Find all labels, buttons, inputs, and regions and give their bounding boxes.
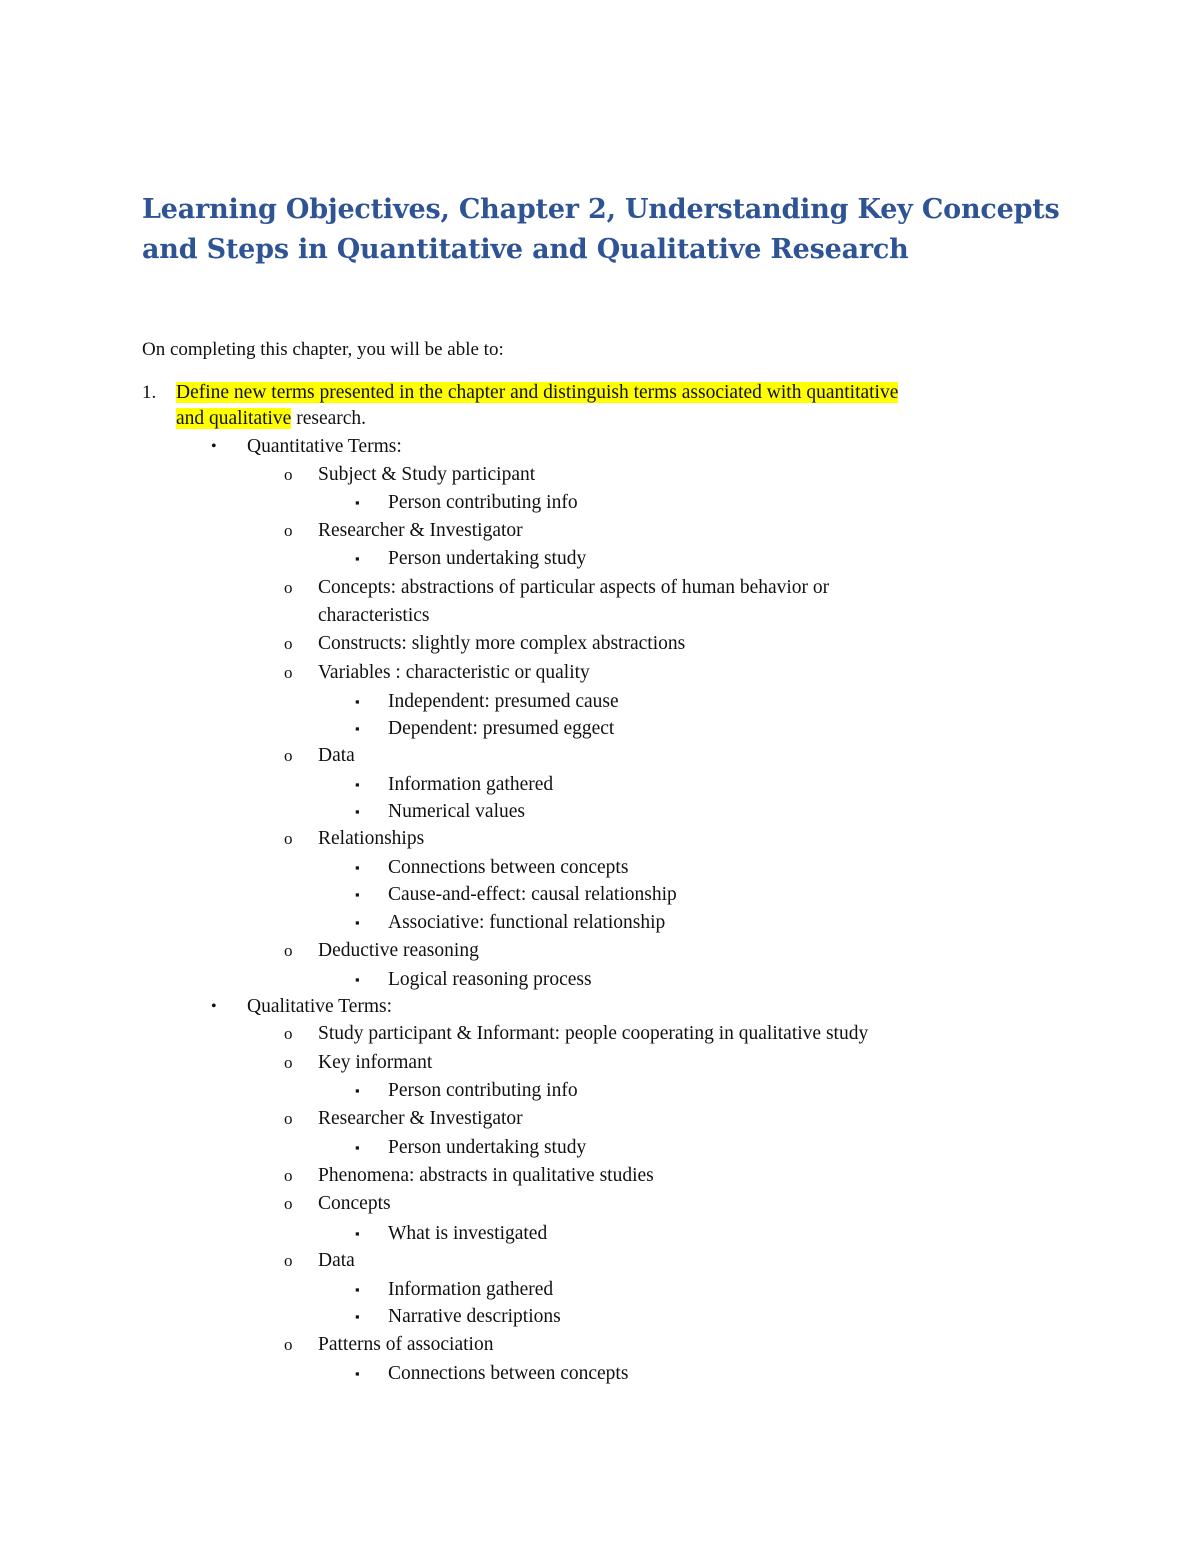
circle-bullet: o xyxy=(284,746,293,765)
list-item: Relationships xyxy=(318,828,425,849)
square-bullet: ▪ xyxy=(355,1366,360,1381)
title-line-2: and Steps in Quantitative and Qualitative Research xyxy=(142,234,909,265)
objective-rest: research. xyxy=(291,408,367,429)
square-bullet: ▪ xyxy=(355,1226,360,1241)
circle-bullet: o xyxy=(284,1166,293,1185)
square-bullet: ▪ xyxy=(355,495,360,510)
intro-text: On completing this chapter, you will be able to: xyxy=(142,339,504,360)
circle-bullet: o xyxy=(284,465,293,484)
list-item: Cause-and-effect: causal relationship xyxy=(388,884,677,905)
circle-bullet: o xyxy=(284,663,293,682)
list-item: Data xyxy=(318,745,355,766)
square-bullet: ▪ xyxy=(355,551,360,566)
list-item: Numerical values xyxy=(388,801,525,822)
circle-bullet: o xyxy=(284,829,293,848)
circle-bullet: o xyxy=(284,1053,293,1072)
list-item: Information gathered xyxy=(388,774,554,795)
square-bullet: ▪ xyxy=(355,1140,360,1155)
page-title xyxy=(142,190,1082,270)
square-bullet: ▪ xyxy=(355,972,360,987)
circle-bullet: o xyxy=(284,1251,293,1270)
circle-bullet: o xyxy=(284,1194,293,1213)
list-item: Researcher & Investigator xyxy=(318,1108,523,1129)
circle-bullet: o xyxy=(284,1109,293,1128)
list-item: Independent: presumed cause xyxy=(388,691,619,712)
list-item: Information gathered xyxy=(388,1279,554,1300)
list-item: Narrative descriptions xyxy=(388,1306,561,1327)
objective-number: 1. xyxy=(142,382,157,403)
list-item: Concepts xyxy=(318,1193,391,1214)
square-bullet: ▪ xyxy=(355,721,360,736)
circle-bullet: o xyxy=(284,578,293,597)
list-item: Key informant xyxy=(318,1052,433,1073)
circle-bullet: o xyxy=(284,1024,293,1043)
circle-bullet: o xyxy=(284,941,293,960)
qualitative-heading: Qualitative Terms: xyxy=(247,996,393,1017)
list-item: Person undertaking study xyxy=(388,1137,587,1158)
circle-bullet: o xyxy=(284,521,293,540)
list-item: Connections between concepts xyxy=(388,1363,629,1384)
square-bullet: ▪ xyxy=(355,694,360,709)
list-item: Connections between concepts xyxy=(388,857,629,878)
disc-bullet: • xyxy=(211,998,217,1015)
list-item: Phenomena: abstracts in qualitative studies xyxy=(318,1165,654,1186)
highlighted-text: Define new terms presented in the chapter and distinguish terms associated with quantitative xyxy=(176,382,899,403)
quantitative-heading: Quantitative Terms: xyxy=(247,436,402,457)
list-item: What is investigated xyxy=(388,1223,548,1244)
highlighted-text: and qualitative xyxy=(176,408,292,429)
square-bullet: ▪ xyxy=(355,1309,360,1324)
list-item: Person contributing info xyxy=(388,1080,578,1101)
objective-text-line-1 xyxy=(176,380,898,406)
list-item: Variables : characteristic or quality xyxy=(318,662,590,683)
square-bullet: ▪ xyxy=(355,1083,360,1098)
list-item: Dependent: presumed eggect xyxy=(388,718,615,739)
square-bullet: ▪ xyxy=(355,1282,360,1297)
list-item: Deductive reasoning xyxy=(318,940,479,961)
square-bullet: ▪ xyxy=(355,804,360,819)
list-item: Researcher & Investigator xyxy=(318,520,523,541)
list-item: Patterns of association xyxy=(318,1334,494,1355)
list-item: Data xyxy=(318,1250,355,1271)
list-item: Person undertaking study xyxy=(388,548,587,569)
list-item: Subject & Study participant xyxy=(318,464,536,485)
square-bullet: ▪ xyxy=(355,915,360,930)
list-item: Person contributing info xyxy=(388,492,578,513)
list-item: Concepts: abstractions of particular aspects of human behavior or xyxy=(318,577,830,598)
list-item: Associative: functional relationship xyxy=(388,912,666,933)
disc-bullet: • xyxy=(211,438,217,455)
circle-bullet: o xyxy=(284,1335,293,1354)
list-item: Logical reasoning process xyxy=(388,969,592,990)
square-bullet: ▪ xyxy=(355,777,360,792)
list-item-continued: characteristics xyxy=(318,605,430,626)
square-bullet: ▪ xyxy=(355,887,360,902)
title-line-1: Learning Objectives, Chapter 2, Understanding Key Concepts xyxy=(142,194,1060,225)
list-item: Constructs: slightly more complex abstractions xyxy=(318,633,686,654)
objective-text-line-2 xyxy=(176,406,366,432)
circle-bullet: o xyxy=(284,634,293,653)
square-bullet: ▪ xyxy=(355,860,360,875)
list-item: Study participant & Informant: people cooperating in qualitative study xyxy=(318,1023,869,1044)
